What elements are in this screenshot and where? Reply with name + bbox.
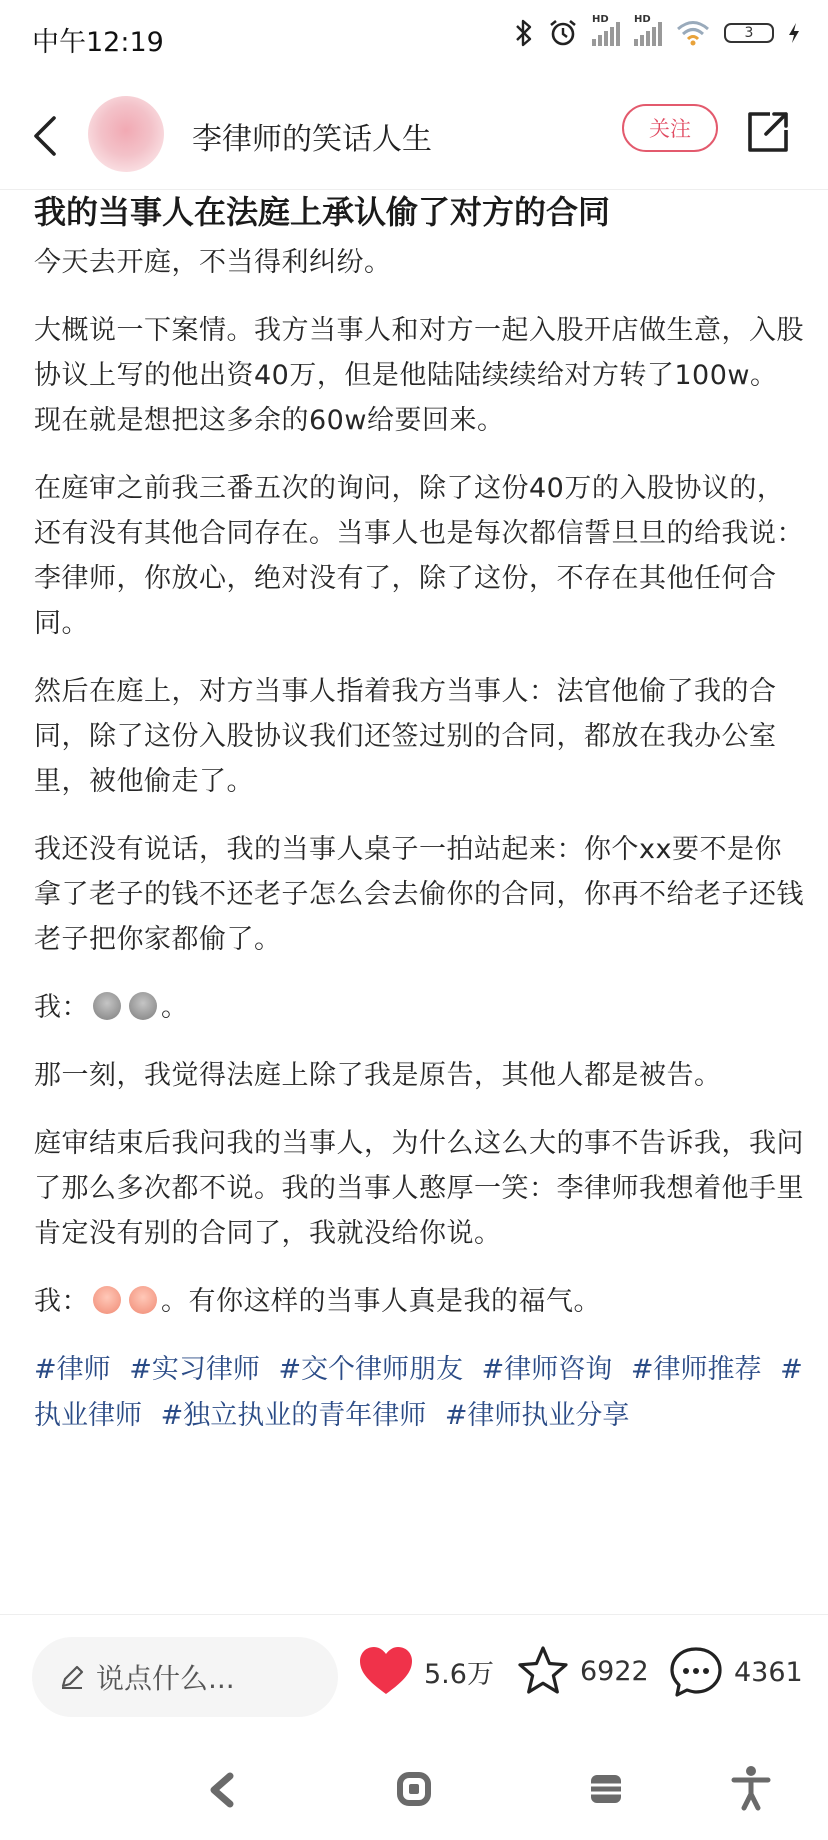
signal-icon-2: HD (634, 20, 662, 46)
post-paragraph: 我还没有说话，我的当事人桌子一拍站起来：你个xx要不是你拿了老子的钱不还老子怎么会去偷你的合同，你再不给老子还钱老子把你家都偷了。 (34, 834, 804, 955)
comment-icon (668, 1645, 724, 1699)
favorite-count: 6922 (580, 1655, 649, 1687)
post-content (34, 192, 804, 1439)
reaction-prefix: 我： (34, 992, 89, 1023)
bluetooth-icon (514, 18, 534, 48)
nav-home-icon[interactable] (396, 1770, 432, 1808)
post-paragraph: 在庭审之前我三番五次的询问，除了这份40万的入股协议的，还有没有其他合同存在。当事人也是每次都信誓旦旦的给我说：李律师，你放心，绝对没有了，除了这份，不存在其他任何合同。 (34, 473, 804, 639)
speechless-emoji-icon (129, 992, 157, 1020)
nav-back-icon[interactable] (204, 1770, 238, 1810)
like-button[interactable] (358, 1645, 494, 1697)
post-paragraph: 今天去开庭，不当得利纠纷。 (34, 247, 392, 278)
accessibility-icon[interactable] (730, 1764, 772, 1812)
reaction-suffix: 。 (161, 992, 189, 1023)
comment-placeholder: 说点什么... (96, 1662, 235, 1695)
wifi-icon (676, 19, 710, 47)
reaction-suffix: 。有你这样的当事人真是我的福气。 (161, 1286, 601, 1317)
crying-emoji-icon (93, 1286, 121, 1314)
charging-icon (788, 22, 800, 44)
post-paragraph: 大概说一下案情。我方当事人和对方一起入股开店做生意，入股协议上写的他出资40万，但是他陆陆续续给对方转了100w。现在就是想把这多余的60w给要回来。 (34, 315, 804, 436)
battery-icon: 3 (724, 23, 774, 43)
hashtag[interactable]: #律师咨询 (481, 1354, 613, 1385)
content-fade (0, 1590, 828, 1614)
action-bar (0, 1614, 828, 1741)
crying-emoji-icon (129, 1286, 157, 1314)
comment-count: 4361 (734, 1656, 803, 1688)
signal-icon-1: HD (592, 20, 620, 46)
share-icon[interactable] (744, 108, 792, 156)
nav-recents-icon[interactable] (588, 1770, 624, 1808)
author-name[interactable]: 李律师的笑话人生 (192, 122, 432, 157)
header-divider (0, 189, 828, 190)
speechless-emoji-icon (93, 992, 121, 1020)
avatar[interactable] (88, 96, 164, 172)
status-time: 中午12:19 (32, 27, 164, 58)
system-nav-bar (0, 1740, 828, 1840)
hashtag[interactable]: #律师推荐 (630, 1354, 762, 1385)
alarm-icon (548, 18, 578, 48)
post-paragraph: 那一刻，我觉得法庭上除了我是原告，其他人都是被告。 (34, 1060, 722, 1091)
hashtag[interactable]: #律师 (34, 1354, 111, 1385)
hashtag-list (34, 1347, 804, 1439)
post-paragraph: 庭审结束后我问我的当事人，为什么这么大的事不告诉我，我问了那么多次都不说。我的当事人憨厚一笑：李律师我想着他手里肯定没有别的合同了，我就没给你说。 (34, 1128, 804, 1249)
like-count: 5.6万 (424, 1658, 494, 1690)
star-icon (516, 1645, 570, 1697)
hashtag[interactable]: #执业律师 (34, 1354, 803, 1431)
post-title: 我的当事人在法庭上承认偷了对方的合同 (34, 193, 611, 231)
comment-button[interactable] (668, 1645, 803, 1699)
reaction-line-1 (34, 985, 804, 1030)
reaction-line-2 (34, 1279, 804, 1324)
post-header (0, 90, 828, 200)
reaction-prefix: 我： (34, 1286, 89, 1317)
hashtag[interactable]: #交个律师朋友 (278, 1354, 464, 1385)
hashtag[interactable]: #独立执业的青年律师 (160, 1400, 427, 1431)
comment-input[interactable] (32, 1637, 338, 1717)
favorite-button[interactable] (516, 1645, 649, 1697)
hashtag[interactable]: #律师执业分享 (444, 1400, 630, 1431)
heart-icon (358, 1645, 414, 1697)
back-icon[interactable] (24, 114, 68, 158)
post-paragraph: 然后在庭上，对方当事人指着我方当事人：法官他偷了我的合同，除了这份入股协议我们还签过别的合同，都放在我办公室里，被他偷走了。 (34, 676, 777, 797)
pen-icon (58, 1663, 86, 1691)
hashtag[interactable]: #实习律师 (129, 1354, 260, 1385)
status-icons (514, 14, 800, 48)
status-bar (0, 0, 828, 80)
follow-button[interactable]: 关注 (622, 104, 718, 152)
